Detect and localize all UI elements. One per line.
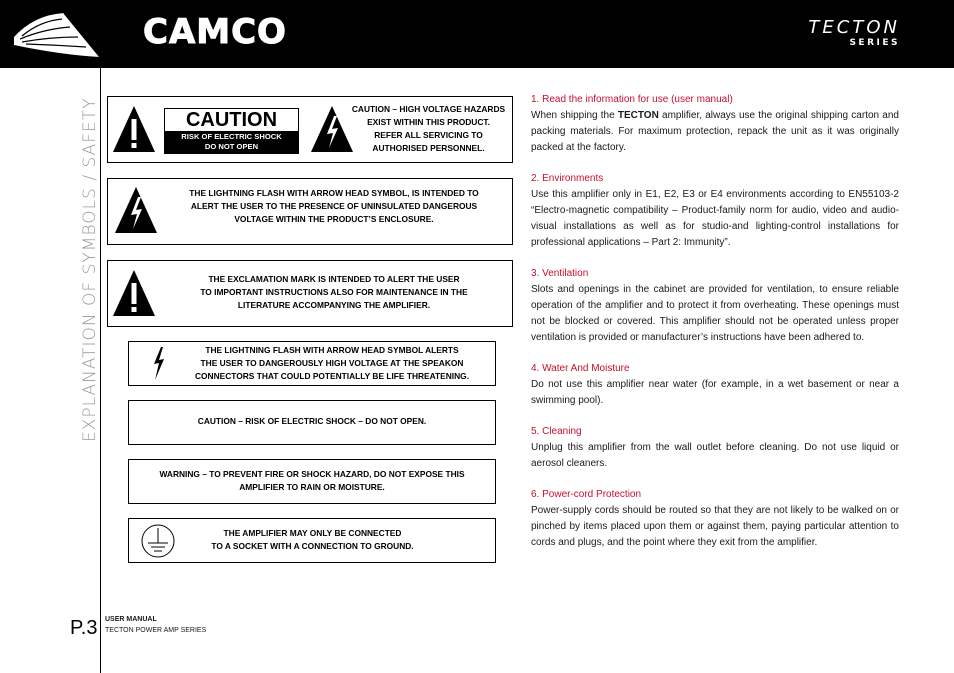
lightning-triangle-icon bbox=[113, 185, 159, 235]
margin-divider bbox=[100, 68, 101, 673]
page-header bbox=[0, 0, 954, 68]
hazard-line1: CAUTION – HIGH VOLTAGE HAZARDS bbox=[351, 104, 506, 114]
section-body: Power-supply cords should be routed so that they are not likely to be walked on or pinched by items placed upon them or against them, paying particular attention to cords and plugs, and the point where they exit from the amplifier. bbox=[531, 505, 899, 548]
camco-logo-icon bbox=[12, 11, 104, 61]
brand-logo-text: CAMCO bbox=[143, 12, 287, 52]
instruction-section bbox=[531, 266, 899, 346]
section-heading: 2. Environments bbox=[531, 173, 604, 184]
symbol-text: THE LIGHTNING FLASH WITH ARROW HEAD SYMBOL, IS INTENDED TO ALERT THE USER TO THE PRESENCE OF UNINSULATED DANGEROUS VOLTAGE WITHIN THE PRODUCT’S ENCLOSURE. bbox=[189, 188, 479, 224]
exclamation-triangle-icon bbox=[111, 268, 157, 318]
section-body: Do not use this amplifier near water (for example, in a wet basement or near a swimming pool). bbox=[531, 379, 899, 406]
safety-instructions bbox=[531, 92, 899, 566]
hazard-line2: EXIST WITHIN THIS PRODUCT. bbox=[367, 117, 490, 127]
symbol-text: CAUTION – RISK OF ELECTRIC SHOCK – DO NOT OPEN. bbox=[197, 416, 427, 426]
instruction-section bbox=[531, 361, 899, 409]
series-name: TECTON bbox=[808, 17, 900, 38]
caution-shock-bar bbox=[165, 131, 298, 153]
caution-shock-line2: DO NOT OPEN bbox=[204, 142, 259, 151]
caution-title: CAUTION bbox=[185, 109, 278, 131]
caution-shock-line1: RISK OF ELECTRIC SHOCK bbox=[181, 132, 282, 141]
symbol-text: THE EXCLAMATION MARK IS INTENDED TO ALERT THE USER TO IMPORTANT INSTRUCTIONS ALSO FOR MAINTENANCE IN THE LITERATURE ACCOMPANYING THE AMPLIFIER. bbox=[200, 274, 468, 310]
section-title-vertical: EXPLANATION OF SYMBOLS / SAFETY bbox=[80, 97, 100, 442]
symbol-text: THE LIGHTNING FLASH WITH ARROW HEAD SYMBOL ALERTS THE USER TO DANGEROUSLY HIGH VOLTAGE AT THE SPEAKON CONNECTORS THAT COULD POTENTIALLY BE LIFE THREATENING. bbox=[194, 345, 470, 381]
manual-label: USER MANUAL bbox=[105, 616, 157, 623]
section-heading: 6. Power-cord Protection bbox=[531, 489, 642, 500]
symbol-text: THE AMPLIFIER MAY ONLY BE CONNECTED TO A SOCKET WITH A CONNECTION TO GROUND. bbox=[211, 528, 414, 551]
instruction-section bbox=[531, 424, 899, 472]
page-number: P.3 bbox=[70, 617, 98, 639]
series-sub: SERIES bbox=[849, 38, 900, 48]
section-body: Unplug this amplifier from the wall outlet before cleaning. Do not use liquid or aerosol cleaners. bbox=[531, 442, 899, 469]
instruction-section bbox=[531, 487, 899, 551]
manual-subtitle: TECTON POWER AMP SERIES bbox=[105, 627, 207, 634]
section-body: When shipping the TECTON amplifier, always use the original shipping carton and packing materials. For maximum protection, repack the unit as it was originally packed at the factory. bbox=[531, 110, 899, 153]
section-heading: 5. Cleaning bbox=[531, 426, 582, 437]
exclamation-triangle-icon bbox=[111, 104, 157, 154]
instruction-section bbox=[531, 171, 899, 251]
symbol-text: WARNING – TO PREVENT FIRE OR SHOCK HAZARD, DO NOT EXPOSE THIS AMPLIFIER TO RAIN OR MOISTURE. bbox=[159, 469, 465, 492]
section-body: Slots and openings in the cabinet are provided for ventilation, to ensure reliable operation of the amplifier and to protect it from overheating. These openings must not be blocked or covered. This amplifier should not be operated unless proper ventilation is provided or manufacturer’s instructions have been adhered to. bbox=[531, 284, 899, 343]
hazard-line4: AUTHORISED PERSONNEL. bbox=[372, 143, 485, 153]
ground-symbol-icon bbox=[140, 523, 176, 559]
section-heading: 3. Ventilation bbox=[531, 268, 589, 279]
section-heading: 1. Read the information for use (user manual) bbox=[531, 94, 733, 105]
instruction-section bbox=[531, 92, 899, 156]
hazard-line3: REFER ALL SERVICING TO bbox=[374, 130, 483, 140]
section-heading: 4. Water And Moisture bbox=[531, 363, 630, 374]
series-logo bbox=[808, 18, 900, 49]
lightning-bolt-icon bbox=[150, 346, 168, 382]
caution-panel bbox=[164, 108, 299, 154]
hazard-text bbox=[346, 103, 511, 155]
section-body: Use this amplifier only in E1, E2, E3 or E4 environments according to EN55103-2 “Electro-magnetic compatibility – Product-family norm for audio, video and audio-visual installations as well as for studio-and lighting-control installations for professional applications – Part 2: Immunity”. bbox=[531, 189, 899, 248]
